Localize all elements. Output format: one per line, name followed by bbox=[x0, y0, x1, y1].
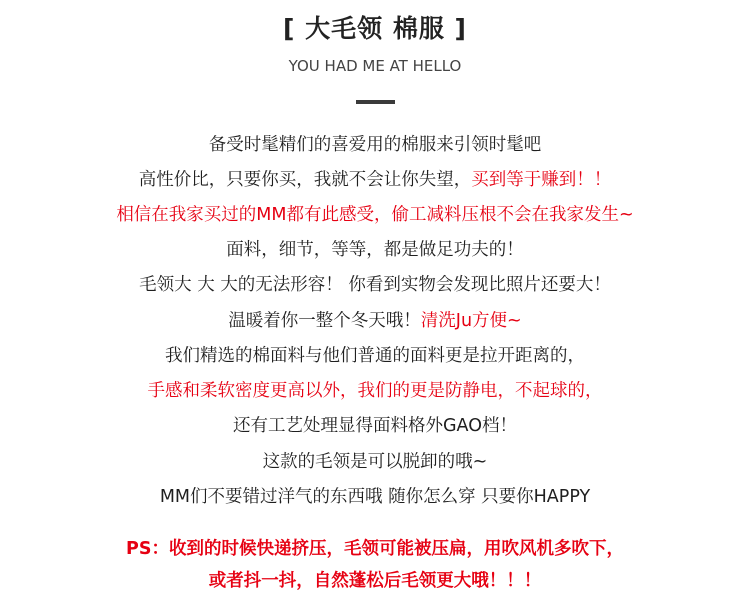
description-line-2-highlight: 买到等于赚到！！ bbox=[471, 170, 612, 190]
page-subtitle: YOU HAD ME AT HELLO bbox=[288, 57, 462, 75]
description-line-2 bbox=[0, 168, 750, 192]
ps-note-line-1: PS：收到的时候快递挤压，毛领可能被压扁，用吹风机多吹下， bbox=[126, 539, 624, 559]
ps-note-line-2: 或者抖一抖，自然蓬松后毛领更大哦！！！ bbox=[208, 571, 542, 591]
description-line-2-text: 高性价比，只要你买，我就不会让你失望， bbox=[138, 170, 472, 190]
description-line-11: MM们不要错过洋气的东西哦 随你怎么穿 只要你HAPPY bbox=[159, 487, 591, 507]
title-divider bbox=[356, 100, 395, 104]
description-line-4: 面料，细节，等等，都是做足功夫的！ bbox=[226, 240, 524, 260]
description-line-6 bbox=[0, 309, 750, 333]
description-line-6-highlight: 清洗Ju方便~ bbox=[420, 311, 522, 331]
description-line-6-text: 温暖着你一整个冬天哦！ bbox=[228, 311, 421, 331]
description-line-9: 还有工艺处理显得面料格外GAO档！ bbox=[233, 416, 517, 436]
description-line-3: 相信在我家买过的MM都有此感受，偷工减料压根不会在我家发生~ bbox=[116, 205, 634, 225]
description-line-8: 手感和柔软密度更高以外，我们的更是防静电，不起球的， bbox=[147, 381, 603, 401]
description-line-1: 备受时髦精们的喜爱用的棉服来引领时髦吧 bbox=[208, 135, 542, 155]
page-title: [ 大毛领 棉服 ] bbox=[283, 14, 467, 43]
description-line-5: 毛领大 大 大的无法形容！ 你看到实物会发现比照片还要大！ bbox=[139, 275, 611, 295]
description-line-7: 我们精选的棉面料与他们普通的面料更是拉开距离的， bbox=[165, 346, 585, 366]
description-line-10: 这款的毛领是可以脱卸的哦~ bbox=[262, 452, 488, 472]
